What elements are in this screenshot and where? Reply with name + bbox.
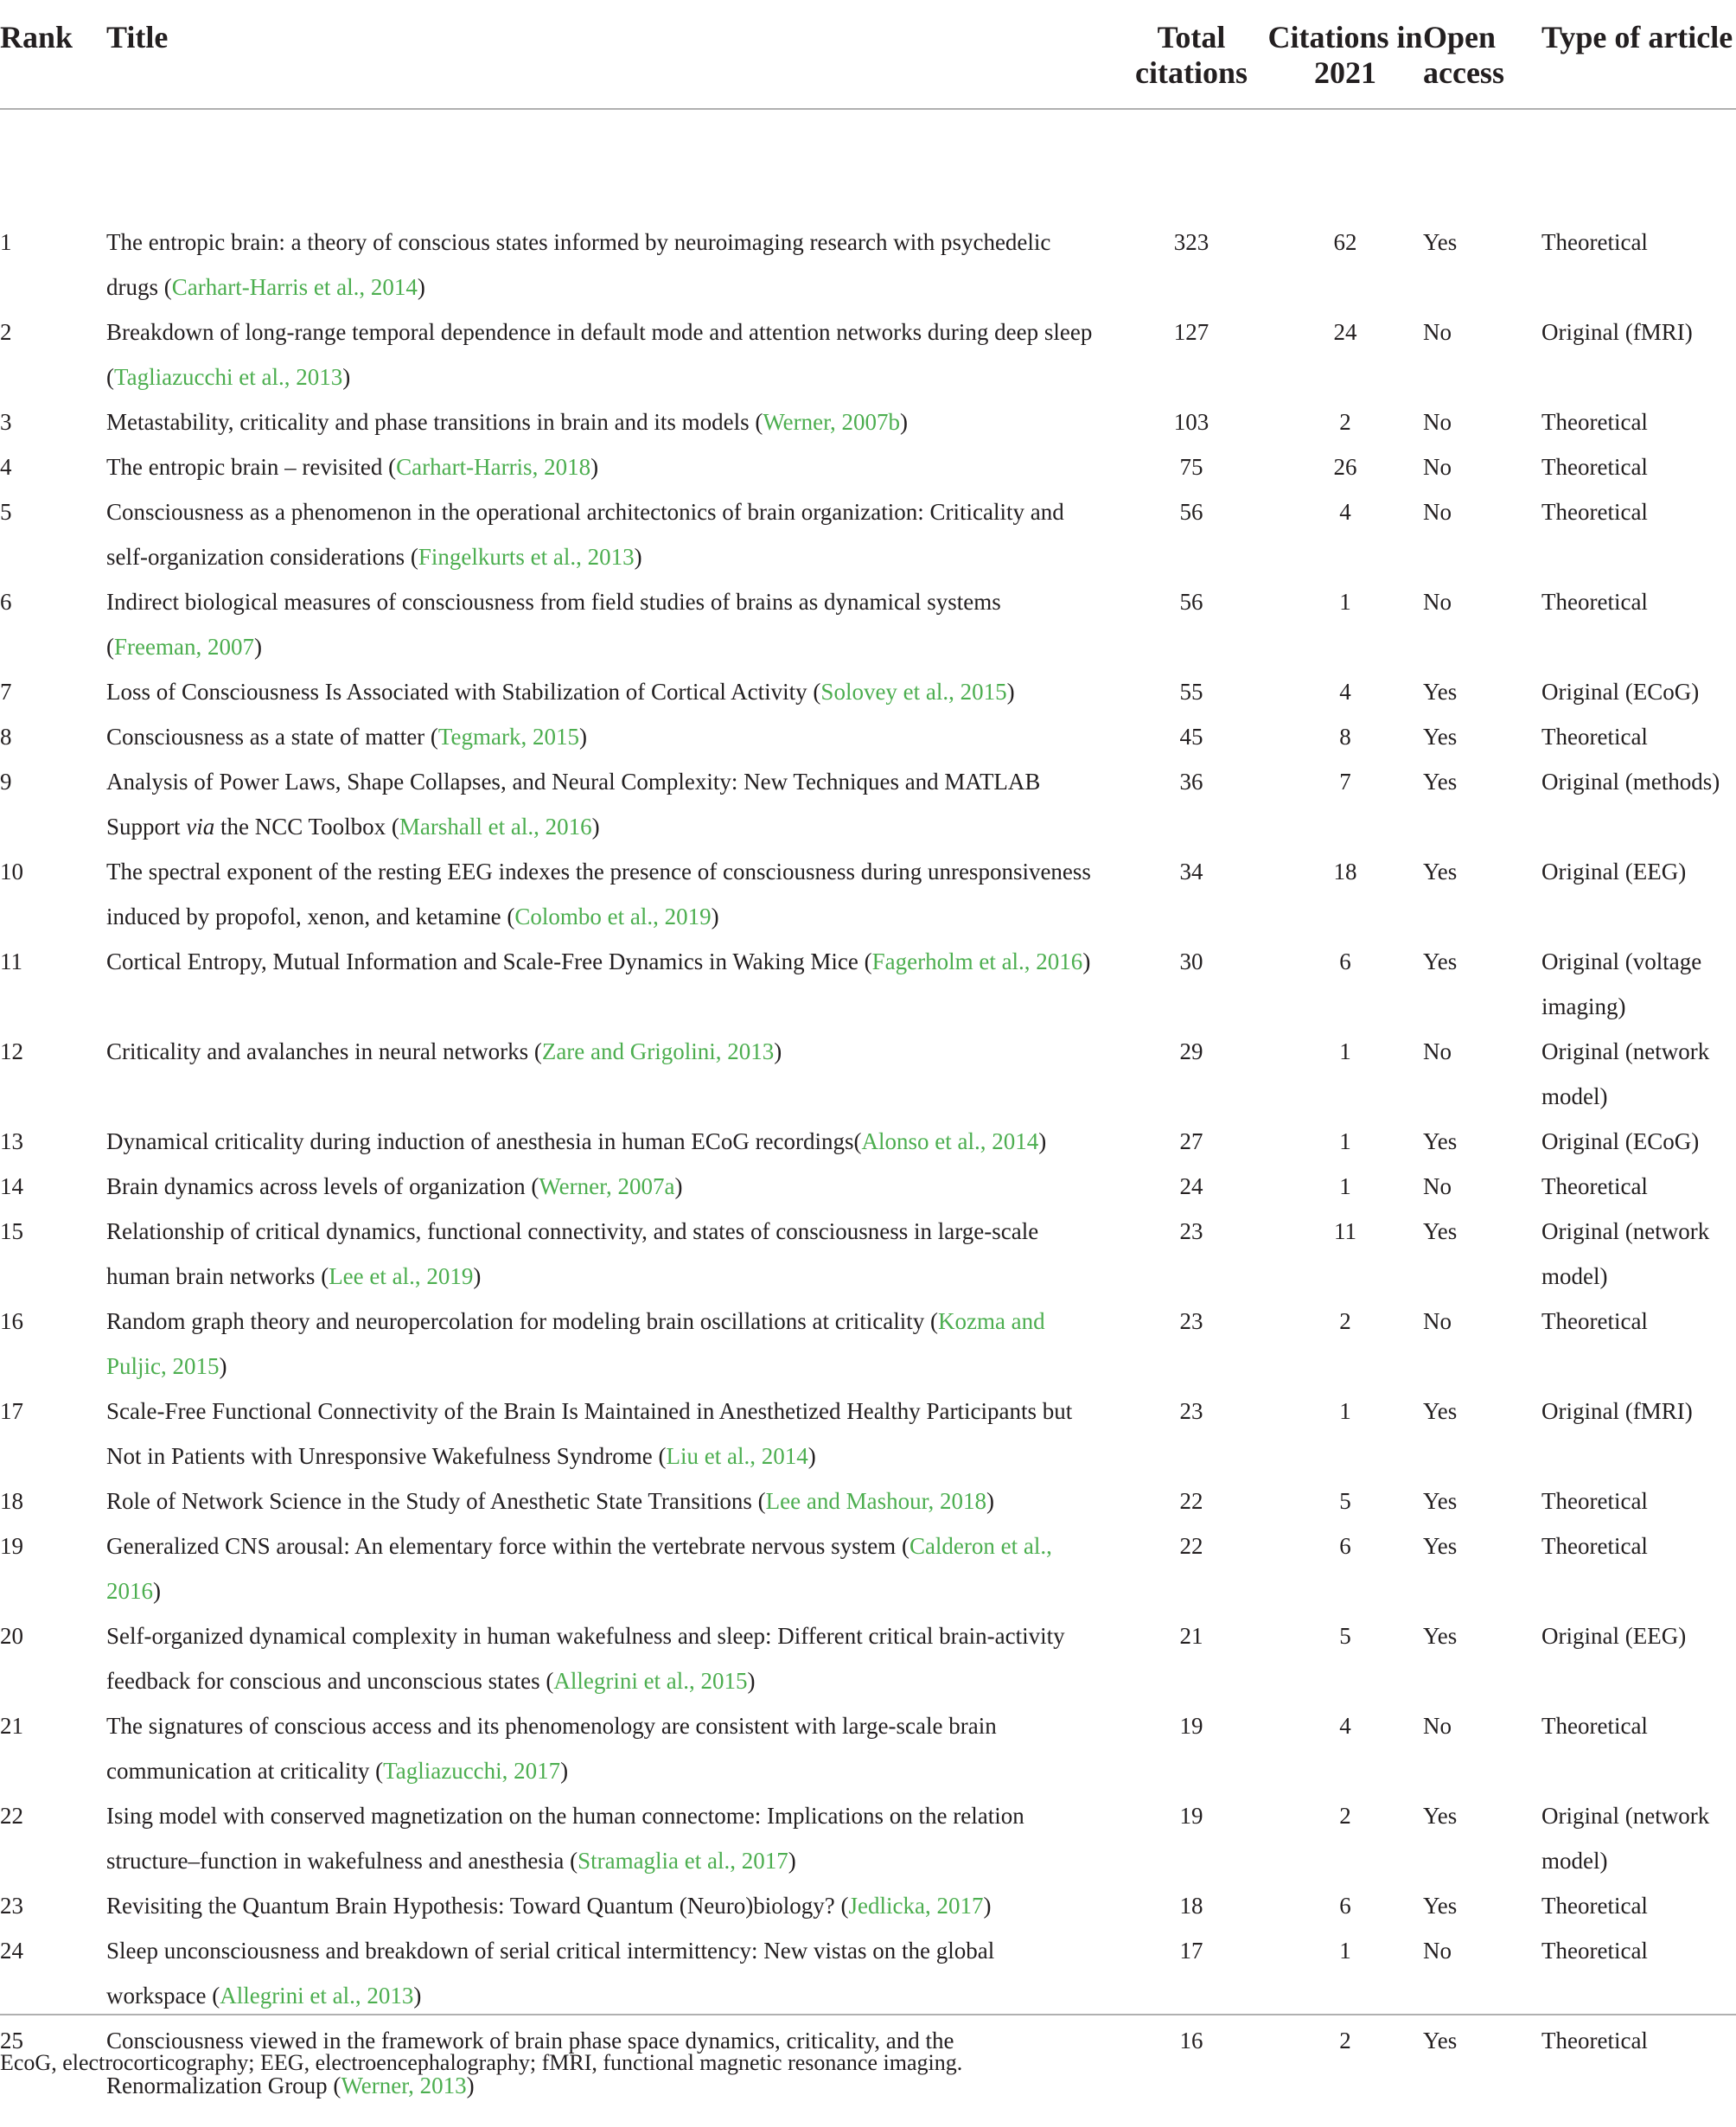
cell-citations-2021: 5 <box>1339 1488 1351 1514</box>
reference-citation: Freeman, 2007 <box>114 634 254 660</box>
table-header-row <box>0 0 1736 109</box>
reference-citation: Werner, 2007a <box>539 1173 675 1199</box>
cell-citations-2021: 26 <box>1333 454 1357 480</box>
cell-total-citations: 19 <box>1179 1803 1203 1829</box>
cell-rank: 9 <box>0 769 12 795</box>
cell-title <box>106 669 1115 714</box>
reference-citation: Lee et al., 2019 <box>329 1263 474 1289</box>
cell-total-citations: 22 <box>1179 1533 1203 1559</box>
title-text: Scale-Free Functional Connectivity of the Brain Is Maintained in Anesthetized Healthy Participants but Not in Patients with Unresponsive Wakefulness Syndrome ( <box>106 1398 1073 1469</box>
reference-citation: Allegrini et al., 2015 <box>553 1668 748 1694</box>
cell-total-citations: 19 <box>1179 1713 1203 1739</box>
cell-title <box>106 1523 1115 1613</box>
cell-open-access: No <box>1423 1938 1452 1964</box>
cell-citations-2021: 7 <box>1339 769 1351 795</box>
cell-title <box>106 1883 1115 1928</box>
header-open-access: Open access <box>1423 0 1541 109</box>
cell-total-citations: 56 <box>1179 499 1203 525</box>
cell-title <box>106 1299 1115 1389</box>
cell-title <box>106 399 1115 444</box>
table-row <box>0 399 1736 444</box>
table-row <box>0 1613 1736 1703</box>
table-row <box>0 1928 1736 2018</box>
title-close: ) <box>342 364 351 390</box>
cell-open-access: Yes <box>1423 1488 1458 1514</box>
cell-title <box>106 310 1115 399</box>
cell-citations-2021: 1 <box>1339 1038 1351 1064</box>
cell-total-citations: 55 <box>1179 679 1203 705</box>
cell-title <box>106 714 1115 759</box>
cell-total-citations: 103 <box>1173 409 1209 435</box>
cell-rank: 11 <box>0 949 22 974</box>
cell-type-of-article: Original (methods) <box>1541 769 1720 795</box>
cell-title <box>106 849 1115 939</box>
cell-citations-2021: 8 <box>1339 724 1351 750</box>
table-row <box>0 489 1736 579</box>
reference-citation: Werner, 2013 <box>341 2073 467 2098</box>
cell-open-access: Yes <box>1423 1893 1458 1919</box>
cell-rank: 16 <box>0 1308 23 1334</box>
title-close: ) <box>219 1353 227 1379</box>
reference-citation: Kozma and Puljic, 2015 <box>106 1308 1045 1379</box>
cell-rank: 24 <box>0 1938 23 1964</box>
cell-citations-2021: 2 <box>1339 409 1351 435</box>
title-text: Criticality and avalanches in neural networks ( <box>106 1038 542 1064</box>
cell-type-of-article: Theoretical <box>1541 724 1648 750</box>
cell-rank: 17 <box>0 1398 23 1424</box>
reference-citation: Zare and Grigolini, 2013 <box>541 1038 775 1064</box>
cell-type-of-article: Theoretical <box>1541 1308 1648 1334</box>
cell-type-of-article: Original (fMRI) <box>1541 319 1693 345</box>
table-row <box>0 109 1736 310</box>
cell-type-of-article: Original (network model) <box>1541 1803 1710 1874</box>
cell-rank: 4 <box>0 454 12 480</box>
cell-citations-2021: 5 <box>1339 1623 1351 1649</box>
cell-title <box>106 939 1115 1029</box>
reference-citation: Carhart-Harris, 2018 <box>396 454 591 480</box>
table-row <box>0 1209 1736 1299</box>
table-row <box>0 444 1736 489</box>
cell-citations-2021: 1 <box>1339 1398 1351 1424</box>
title-text: Generalized CNS arousal: An elementary force within the vertebrate nervous system ( <box>106 1533 909 1559</box>
cell-type-of-article: Theoretical <box>1541 1173 1648 1199</box>
cell-open-access: No <box>1423 589 1452 615</box>
cell-type-of-article: Theoretical <box>1541 454 1648 480</box>
title-close: ) <box>788 1848 796 1874</box>
cell-rank: 20 <box>0 1623 23 1649</box>
cell-total-citations: 323 <box>1173 229 1209 255</box>
cell-total-citations: 21 <box>1179 1623 1203 1649</box>
cell-title <box>106 489 1115 579</box>
cell-title <box>106 1703 1115 1793</box>
title-close: ) <box>986 1488 995 1514</box>
table-row <box>0 1029 1736 1119</box>
cell-citations-2021: 6 <box>1339 1893 1351 1919</box>
cell-title <box>106 1613 1115 1703</box>
cell-rank: 7 <box>0 679 12 705</box>
cell-type-of-article: Original (network model) <box>1541 1038 1710 1109</box>
cell-open-access: No <box>1423 319 1452 345</box>
cell-open-access: Yes <box>1423 769 1458 795</box>
cell-type-of-article: Original (ECoG) <box>1541 1128 1700 1154</box>
title-close: ) <box>590 454 599 480</box>
title-close: ) <box>1006 679 1015 705</box>
cell-total-citations: 34 <box>1179 859 1203 885</box>
title-text: Cortical Entropy, Mutual Information and Scale-Free Dynamics in Waking Mice ( <box>106 949 872 974</box>
title-text: Breakdown of long-range temporal dependence in default mode and attention networks during deep sleep ( <box>106 319 1093 390</box>
cell-citations-2021: 6 <box>1339 949 1351 974</box>
title-close: ) <box>153 1578 161 1604</box>
reference-citation: Alonso et al., 2014 <box>861 1128 1039 1154</box>
cell-title <box>106 1389 1115 1479</box>
table-row <box>0 759 1736 849</box>
cell-rank: 14 <box>0 1173 23 1199</box>
reference-citation: Calderon et al., 2016 <box>106 1533 1052 1604</box>
reference-citation: Allegrini et al., 2013 <box>220 1983 414 2009</box>
cell-title <box>106 109 1115 310</box>
cell-rank: 21 <box>0 1713 23 1739</box>
reference-citation: Jedlicka, 2017 <box>848 1893 984 1919</box>
reference-citation: Marshall et al., 2016 <box>399 814 592 840</box>
cell-open-access: Yes <box>1423 724 1458 750</box>
title-text: Brain dynamics across levels of organization ( <box>106 1173 539 1199</box>
cell-open-access: Yes <box>1423 1128 1458 1154</box>
title-text: the NCC Toolbox ( <box>214 814 399 840</box>
cell-open-access: Yes <box>1423 1218 1458 1244</box>
cell-open-access: Yes <box>1423 1623 1458 1649</box>
cell-type-of-article: Original (network model) <box>1541 1218 1710 1289</box>
cell-rank: 12 <box>0 1038 23 1064</box>
cell-open-access: No <box>1423 454 1452 480</box>
cell-rank: 2 <box>0 319 12 345</box>
table-row <box>0 1164 1736 1209</box>
cell-citations-2021: 6 <box>1339 1533 1351 1559</box>
title-close: ) <box>774 1038 782 1064</box>
title-text: Consciousness as a state of matter ( <box>106 724 438 750</box>
cell-type-of-article: Theoretical <box>1541 1488 1648 1514</box>
table-row <box>0 1119 1736 1164</box>
cell-title <box>106 1209 1115 1299</box>
reference-citation: Colombo et al., 2019 <box>514 904 712 929</box>
cell-type-of-article: Theoretical <box>1541 589 1648 615</box>
cell-type-of-article: Theoretical <box>1541 499 1648 525</box>
cell-total-citations: 17 <box>1179 1938 1203 1964</box>
cell-open-access: Yes <box>1423 859 1458 885</box>
title-close: ) <box>807 1443 816 1469</box>
cell-type-of-article: Original (voltage imaging) <box>1541 949 1702 1019</box>
title-text: Random graph theory and neuropercolation for modeling brain oscillations at criticality ( <box>106 1308 938 1334</box>
cell-total-citations: 56 <box>1179 589 1203 615</box>
cell-open-access: No <box>1423 1173 1452 1199</box>
reference-citation: Liu et al., 2014 <box>666 1443 808 1469</box>
title-italic: via <box>186 814 215 840</box>
title-close: ) <box>983 1893 992 1919</box>
cell-total-citations: 23 <box>1179 1398 1203 1424</box>
cell-total-citations: 22 <box>1179 1488 1203 1514</box>
title-close: ) <box>417 274 425 300</box>
cell-total-citations: 23 <box>1179 1218 1203 1244</box>
table-row <box>0 1299 1736 1389</box>
title-close: ) <box>591 814 600 840</box>
title-close: ) <box>560 1758 569 1784</box>
header-rank: Rank <box>0 0 106 109</box>
header-type-of-article: Type of article <box>1541 0 1736 109</box>
cell-open-access: Yes <box>1423 1398 1458 1424</box>
cell-total-citations: 16 <box>1179 2028 1203 2054</box>
header-title: Title <box>106 0 1115 109</box>
cell-type-of-article: Theoretical <box>1541 1713 1648 1739</box>
cell-rank: 15 <box>0 1218 23 1244</box>
cell-open-access: No <box>1423 1308 1452 1334</box>
table-row <box>0 849 1736 939</box>
cell-total-citations: 127 <box>1173 319 1209 345</box>
cell-type-of-article: Theoretical <box>1541 229 1648 255</box>
title-text: Self-organized dynamical complexity in human wakefulness and sleep: Different critical brain-activity feedback for conscious and unconscious states ( <box>106 1623 1065 1694</box>
table-row <box>0 1479 1736 1523</box>
title-close: ) <box>747 1668 756 1694</box>
cell-citations-2021: 18 <box>1333 859 1357 885</box>
header-citations-2021: Citations in 2021 <box>1267 0 1423 109</box>
cell-citations-2021: 62 <box>1333 229 1357 255</box>
title-text: Loss of Consciousness Is Associated with Stabilization of Cortical Activity ( <box>106 679 821 705</box>
cell-citations-2021: 2 <box>1339 1308 1351 1334</box>
title-close: ) <box>674 1173 683 1199</box>
cell-open-access: Yes <box>1423 679 1458 705</box>
cell-open-access: No <box>1423 1038 1452 1064</box>
cell-title <box>106 1164 1115 1209</box>
table-bottom-rule <box>0 2014 1736 2015</box>
cell-total-citations: 29 <box>1179 1038 1203 1064</box>
cell-open-access: Yes <box>1423 1803 1458 1829</box>
cell-rank: 5 <box>0 499 12 525</box>
cell-rank: 25 <box>0 2028 23 2054</box>
cell-type-of-article: Theoretical <box>1541 1938 1648 1964</box>
cell-citations-2021: 1 <box>1339 1128 1351 1154</box>
title-text: Analysis of Power Laws, Shape Collapses, and Neural Complexity: New Techniques and MATLAB Support <box>106 769 1041 840</box>
title-close: ) <box>711 904 719 929</box>
title-close: ) <box>473 1263 482 1289</box>
title-text: Revisiting the Quantum Brain Hypothesis: Toward Quantum (Neuro)biology? ( <box>106 1893 849 1919</box>
title-text: The entropic brain: a theory of conscious states informed by neuroimaging research with psychedelic drugs ( <box>106 229 1051 300</box>
cell-total-citations: 45 <box>1179 724 1203 750</box>
cell-title <box>106 1119 1115 1164</box>
title-close: ) <box>578 724 587 750</box>
cell-rank: 13 <box>0 1128 23 1154</box>
cell-open-access: No <box>1423 499 1452 525</box>
title-text: The signatures of conscious access and its phenomenology are consistent with large-scale brain communication at criticality ( <box>106 1713 997 1784</box>
cell-title <box>106 1479 1115 1523</box>
cell-citations-2021: 1 <box>1339 1938 1351 1964</box>
table-row <box>0 1883 1736 1928</box>
cell-total-citations: 27 <box>1179 1128 1203 1154</box>
title-close: ) <box>900 409 909 435</box>
reference-citation: Tegmark, 2015 <box>437 724 579 750</box>
cell-type-of-article: Theoretical <box>1541 1533 1648 1559</box>
table-footnote: EcoG, electrocorticography; EEG, electroencephalography; fMRI, functional magnetic resonance imaging. <box>0 2050 963 2075</box>
reference-citation: Lee and Mashour, 2018 <box>765 1488 987 1514</box>
cell-rank: 19 <box>0 1533 23 1559</box>
title-text: Consciousness viewed in the framework of brain phase space dynamics, criticality, and the Renormalization Group ( <box>106 2028 954 2098</box>
cell-total-citations: 36 <box>1179 769 1203 795</box>
cell-open-access: No <box>1423 409 1452 435</box>
cell-total-citations: 75 <box>1179 454 1203 480</box>
table-body <box>0 109 1736 2127</box>
table-row <box>0 310 1736 399</box>
cell-rank: 8 <box>0 724 12 750</box>
title-close: ) <box>1038 1128 1047 1154</box>
cell-open-access: Yes <box>1423 1533 1458 1559</box>
cell-type-of-article: Theoretical <box>1541 409 1648 435</box>
cell-open-access: No <box>1423 1713 1452 1739</box>
title-close: ) <box>1082 949 1091 974</box>
cell-citations-2021: 2 <box>1339 1803 1351 1829</box>
cell-rank: 3 <box>0 409 12 435</box>
cell-total-citations: 18 <box>1179 1893 1203 1919</box>
reference-citation: Tagliazucchi, 2017 <box>383 1758 561 1784</box>
cell-rank: 1 <box>0 229 12 255</box>
table-row <box>0 939 1736 1029</box>
cell-rank: 22 <box>0 1803 23 1829</box>
title-text: Dynamical criticality during induction of anesthesia in human ECoG recordings( <box>106 1128 862 1154</box>
cell-type-of-article: Original (fMRI) <box>1541 1398 1693 1424</box>
title-text: Consciousness as a phenomenon in the operational architectonics of brain organization: Criticality and self-organization considerations ( <box>106 499 1064 570</box>
cell-rank: 18 <box>0 1488 23 1514</box>
table-row <box>0 1523 1736 1613</box>
cell-citations-2021: 1 <box>1339 1173 1351 1199</box>
cell-type-of-article: Theoretical <box>1541 1893 1648 1919</box>
reference-citation: Tagliazucchi et al., 2013 <box>114 364 343 390</box>
title-close: ) <box>413 1983 422 2009</box>
table-row <box>0 1793 1736 1883</box>
cell-citations-2021: 11 <box>1334 1218 1356 1244</box>
reference-citation: Stramaglia et al., 2017 <box>578 1848 788 1874</box>
reference-citation: Werner, 2007b <box>763 409 901 435</box>
cell-type-of-article: Original (EEG) <box>1541 859 1687 885</box>
table-row <box>0 1703 1736 1793</box>
title-text: The spectral exponent of the resting EEG indexes the presence of consciousness during unresponsiveness induced by propofol, xenon, and ketamine ( <box>106 859 1091 929</box>
cell-citations-2021: 1 <box>1339 589 1351 615</box>
table-row <box>0 669 1736 714</box>
cell-citations-2021: 4 <box>1339 679 1351 705</box>
title-close: ) <box>466 2073 475 2098</box>
cell-open-access: Yes <box>1423 229 1458 255</box>
cell-open-access: Yes <box>1423 949 1458 974</box>
cell-citations-2021: 4 <box>1339 1713 1351 1739</box>
reference-citation: Solovey et al., 2015 <box>820 679 1007 705</box>
title-close: ) <box>253 634 262 660</box>
reference-citation: Fingelkurts et al., 2013 <box>418 544 635 570</box>
title-text: The entropic brain – revisited ( <box>106 454 397 480</box>
cell-title <box>106 1029 1115 1119</box>
cell-citations-2021: 24 <box>1333 319 1357 345</box>
cell-type-of-article: Theoretical <box>1541 2028 1648 2054</box>
cell-open-access: Yes <box>1423 2028 1458 2054</box>
reference-citation: Fagerholm et al., 2016 <box>871 949 1083 974</box>
title-close: ) <box>634 544 642 570</box>
cell-title <box>106 1793 1115 1883</box>
table-row <box>0 579 1736 669</box>
header-total-citations: Total citations <box>1115 0 1267 109</box>
title-text: Relationship of critical dynamics, functional connectivity, and states of consciousness in large-scale human brain networks ( <box>106 1218 1039 1289</box>
cell-rank: 10 <box>0 859 23 885</box>
title-text: Indirect biological measures of consciousness from field studies of brains as dynamical systems ( <box>106 589 1001 660</box>
table-row <box>0 1389 1736 1479</box>
cell-title <box>106 579 1115 669</box>
cell-citations-2021: 2 <box>1339 2028 1351 2054</box>
cell-total-citations: 23 <box>1179 1308 1203 1334</box>
cell-rank: 6 <box>0 589 12 615</box>
title-text: Role of Network Science in the Study of Anesthetic State Transitions ( <box>106 1488 766 1514</box>
cell-title <box>106 1928 1115 2018</box>
reference-citation: Carhart-Harris et al., 2014 <box>171 274 418 300</box>
cell-rank: 23 <box>0 1893 23 1919</box>
cell-type-of-article: Original (ECoG) <box>1541 679 1700 705</box>
title-text: Ising model with conserved magnetization on the human connectome: Implications on the relation structure–function in wakefulness and anesthesia ( <box>106 1803 1024 1874</box>
title-text: Metastability, criticality and phase transitions in brain and its models ( <box>106 409 763 435</box>
cell-title <box>106 444 1115 489</box>
cell-total-citations: 30 <box>1179 949 1203 974</box>
title-text: Sleep unconsciousness and breakdown of serial critical intermittency: New vistas on the global workspace ( <box>106 1938 995 2009</box>
cell-type-of-article: Original (EEG) <box>1541 1623 1687 1649</box>
cell-total-citations: 24 <box>1179 1173 1203 1199</box>
cell-citations-2021: 4 <box>1339 499 1351 525</box>
table-row <box>0 714 1736 759</box>
cell-title <box>106 759 1115 849</box>
